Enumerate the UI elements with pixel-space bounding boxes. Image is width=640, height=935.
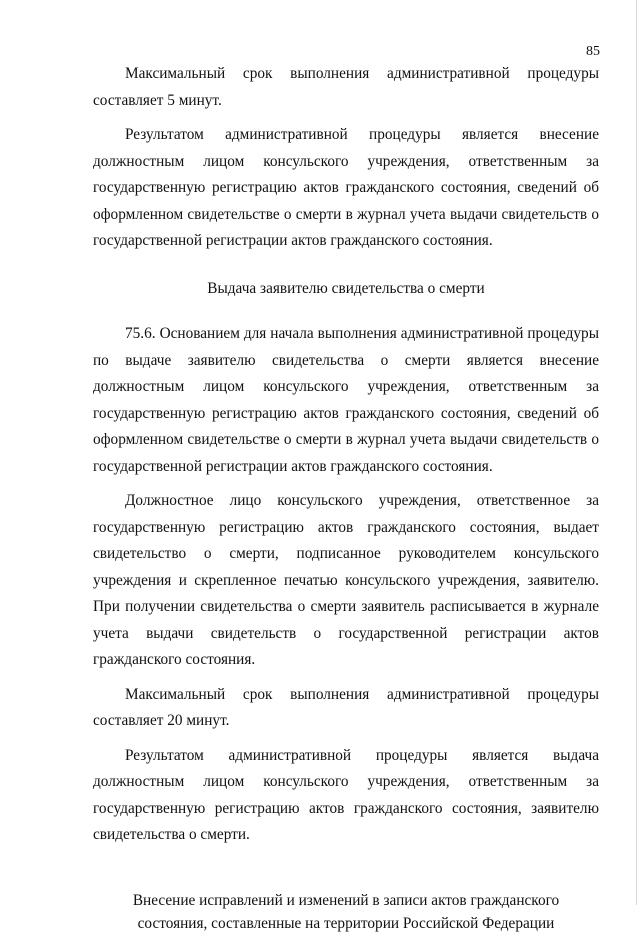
paragraph-official-issues-certificate: Должностное лицо консульского учреждения, ответственное за государственную регистрацию актов гражданского состояния, выдает свидетельство о смерти, подписанное руководителем консульского учреждения и скрепленное печатью консульского учреждения, заявителю. При получении свидетельства о смерти заявитель расписывается в журнале учета выдачи свидетельств о государственной регистрации актов гражданского состояния. [93,492,599,668]
next-section-heading [93,889,599,935]
next-section-heading-line-1: Внесение исправлений и изменений в записи актов гражданского [132,891,560,909]
paragraph-75-6-basis: 75.6. Основанием для начала выполнения административной процедуры по выдаче заявителю свидетельства о смерти является внесение должностным лицом консульского учреждения, ответственным за государственную регистрацию актов гражданского состояния, сведений об оформленном свидетельстве о смерти в журнал учета выдачи свидетельств о государственной регистрации актов гражданского состояния. [93,325,599,475]
paragraph-max-time-5: Максимальный срок выполнения административной процедуры составляет 5 минут. [93,65,599,109]
page-edge-line [636,0,637,905]
paragraph-result-issue: Результатом административной процедуры является выдача должностным лицом консульского учреждения, ответственным за государственную регистрацию актов гражданского состояния, заявителю свидетельства о смерти. [93,746,599,843]
next-section-heading-line-2: состояния, составленные на территории Российской Федерации [137,914,555,932]
paragraph-result-journal-entry: Результатом административной процедуры является внесение должностным лицом консульского учреждения, ответственным за государственную регистрацию актов гражданского состояния, сведений об оформленном свидетельстве о смерти в журнал учета выдачи свидетельств о государственной регистрации актов гражданского состояния. [93,126,599,249]
paragraph-max-time-20: Максимальный срок выполнения административной процедуры составляет 20 минут. [93,685,599,729]
page-number: 85 [586,44,600,59]
section-heading-issue-certificate: Выдача заявителю свидетельства о смерти [207,279,485,297]
document-body [93,61,599,935]
